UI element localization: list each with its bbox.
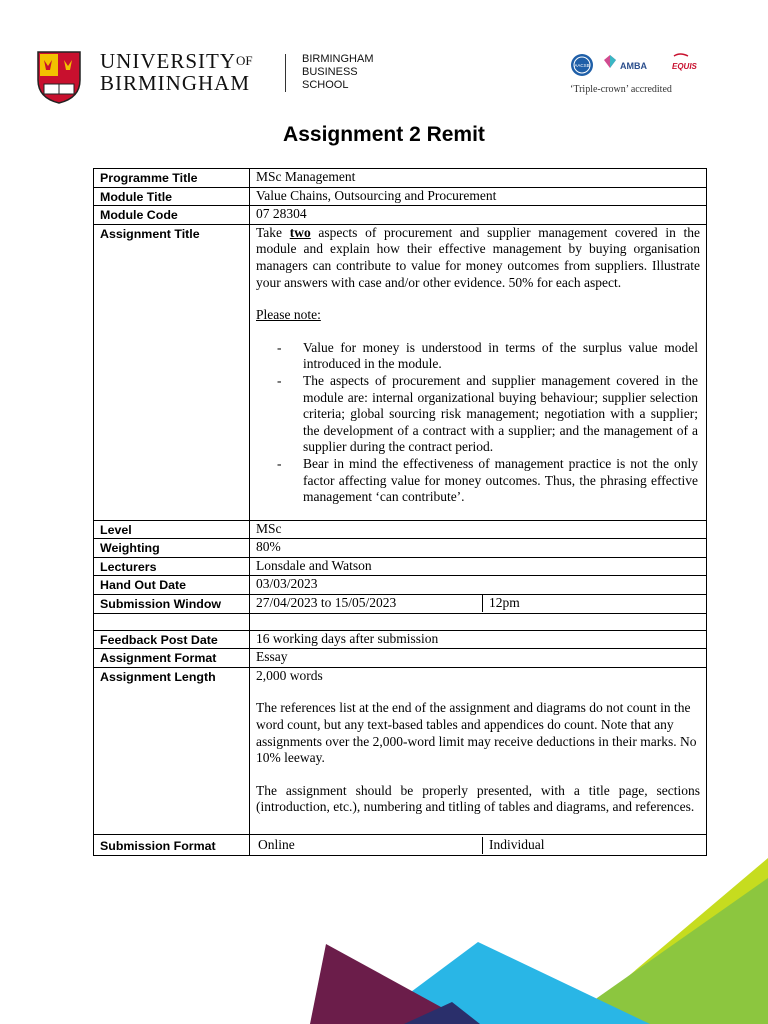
programme-title-value: MSc Management bbox=[250, 169, 707, 188]
list-item: - The aspects of procurement and supplier management covered in the module are: internal organizational buying behaviour; supplier selection criteria; global sourcing risk management; negotiation with a supplier; the development of a contract with a supplier; and the management of a supplier during the contract period. bbox=[296, 373, 698, 456]
blue-shape bbox=[368, 942, 650, 1024]
assignment-format-value: Essay bbox=[250, 649, 707, 668]
assignment-title-value bbox=[250, 224, 707, 520]
equis-logo bbox=[674, 54, 688, 56]
feedback-post-date-value: 16 working days after submission bbox=[250, 630, 707, 649]
university-line2: BIRMINGHAM bbox=[100, 71, 251, 95]
row-feedback-post-date bbox=[94, 630, 707, 649]
row-assignment-format bbox=[94, 649, 707, 668]
assignment-title-label: Assignment Title bbox=[94, 224, 250, 520]
university-of: OF bbox=[236, 53, 253, 68]
assignment-length-cell bbox=[250, 667, 707, 834]
submission-window-label: Submission Window bbox=[94, 595, 250, 614]
weighting-value: 80% bbox=[250, 539, 707, 558]
weighting-label: Weighting bbox=[94, 539, 250, 558]
assignment-length-value: 2,000 words bbox=[256, 667, 323, 683]
university-wordmark bbox=[100, 50, 253, 94]
list-item: - Bear in mind the effectiveness of management practice is not the only factor affecting value for money outcomes. Thus, the phrasing effective management ‘can contribute’. bbox=[296, 456, 698, 506]
equis-text: EQUIS bbox=[672, 62, 697, 71]
aacsb-text: AACSB bbox=[574, 63, 590, 68]
university-line1: UNIVERSITY bbox=[100, 49, 236, 73]
task-intro-before: Take bbox=[256, 224, 290, 240]
row-programme-title bbox=[94, 169, 707, 188]
row-level bbox=[94, 520, 707, 539]
level-label: Level bbox=[94, 520, 250, 539]
hand-out-date-label: Hand Out Date bbox=[94, 576, 250, 595]
submission-window-time: 12pm bbox=[489, 595, 520, 611]
module-code-label: Module Code bbox=[94, 206, 250, 225]
school-line1: BIRMINGHAM bbox=[302, 53, 374, 65]
assignment-format-label: Assignment Format bbox=[94, 649, 250, 668]
level-value: MSc bbox=[250, 520, 707, 539]
assignment-length-label: Assignment Length bbox=[94, 667, 250, 834]
feedback-post-date-label: Feedback Post Date bbox=[94, 630, 250, 649]
presentation-paragraph: The assignment should be properly presented, with a title page, sections (introduction, etc.), numbering and titling of tables and diagrams, and references. bbox=[256, 782, 700, 815]
submission-format-cell bbox=[250, 835, 707, 856]
row-submission-format bbox=[94, 835, 707, 856]
business-school-name bbox=[302, 53, 374, 92]
module-code-value: 07 28304 bbox=[250, 206, 707, 225]
row-module-code bbox=[94, 206, 707, 225]
page-title: Assignment 2 Remit bbox=[283, 123, 485, 146]
row-lecturers bbox=[94, 557, 707, 576]
task-intro-after: aspects of procurement and supplier management covered in the module and explain how their effective management by buying organisation managers can contribute to value for money outcomes from suppliers. Illustrate your answers with case and/or other evidence. 50% for each aspect. bbox=[256, 224, 700, 290]
submission-window-cell bbox=[250, 595, 707, 614]
row-assignment-title bbox=[94, 224, 707, 520]
row-hand-out-date bbox=[94, 576, 707, 595]
hand-out-date-value: 03/03/2023 bbox=[250, 576, 707, 595]
amba-text: AMBA bbox=[620, 61, 647, 71]
module-title-value: Value Chains, Outsourcing and Procurement bbox=[250, 187, 707, 206]
school-line2: BUSINESS bbox=[302, 66, 358, 78]
header-divider bbox=[285, 54, 286, 92]
triple-crown-note: ‘Triple-crown’ accredited bbox=[570, 84, 672, 95]
please-note-heading: Please note: bbox=[256, 307, 321, 323]
submission-format-value: Online bbox=[250, 837, 483, 854]
submission-format-mode: Individual bbox=[489, 837, 545, 852]
task-intro-bold: two bbox=[289, 224, 311, 240]
assignment-task-paragraph bbox=[256, 225, 700, 291]
lecturers-label: Lecturers bbox=[94, 557, 250, 576]
school-line3: SCHOOL bbox=[302, 79, 349, 91]
lecturers-value: Lonsdale and Watson bbox=[250, 557, 707, 576]
word-count-paragraph: The references list at the end of the assignment and diagrams do not count in the word count, but any text-based tables and appendices do count. Note that any assignments over the 2,000-word limit may receive deductions in their marks. No 10% leeway. bbox=[256, 700, 697, 766]
submission-format-label: Submission Format bbox=[94, 835, 250, 856]
blank-value bbox=[250, 613, 707, 630]
assignment-remit-table bbox=[93, 168, 707, 856]
purple-shape bbox=[310, 944, 472, 1024]
row-module-title bbox=[94, 187, 707, 206]
row-assignment-length bbox=[94, 667, 707, 834]
accreditation-logos bbox=[568, 50, 708, 84]
module-title-label: Module Title bbox=[94, 187, 250, 206]
university-crest-logo bbox=[36, 50, 82, 104]
notes-list bbox=[256, 340, 698, 506]
programme-title-label: Programme Title bbox=[94, 169, 250, 188]
row-submission-window bbox=[94, 595, 707, 614]
row-weighting bbox=[94, 539, 707, 558]
navy-shape bbox=[404, 1002, 480, 1024]
row-blank bbox=[94, 613, 707, 630]
submission-window-value: 27/04/2023 to 15/05/2023 bbox=[250, 595, 483, 612]
blank-label bbox=[94, 613, 250, 630]
lime-shape bbox=[612, 858, 768, 1024]
green-shape bbox=[560, 878, 768, 1024]
list-item: - Value for money is understood in terms of the surplus value model introduced in the module. bbox=[296, 340, 698, 373]
